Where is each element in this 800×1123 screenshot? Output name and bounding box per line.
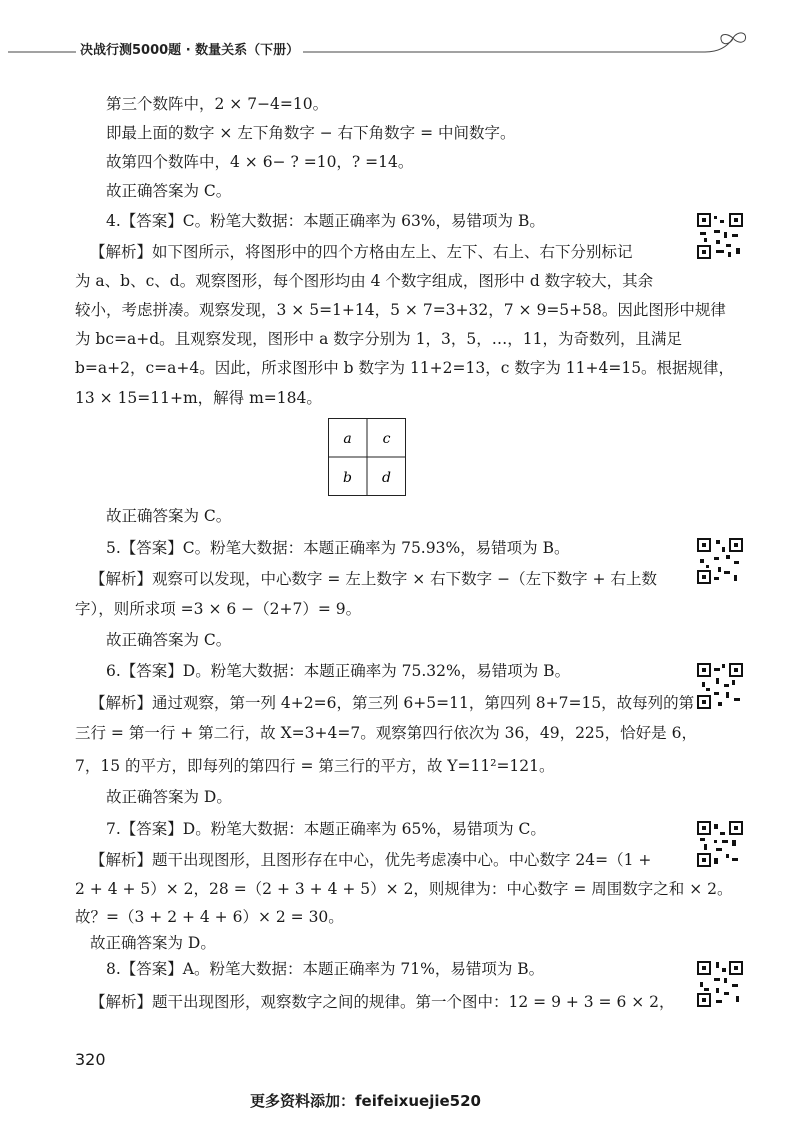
footer-note: 更多资料添加：feifeixuejie520: [250, 1092, 481, 1110]
text-line: 故正确答案为 C。: [106, 182, 232, 200]
qr-code-icon[interactable]: [696, 212, 744, 260]
figure-cell-d: d: [382, 470, 391, 486]
analysis-line: 【解析】通过观察，第一列 4+2=6，第三列 6+5=11，第四列 8+7=15，故每列的第: [90, 694, 695, 712]
text-line: 7，15 的平方，即每列的第四行 = 第三行的平方，故 Y=11²=121。: [75, 757, 555, 775]
analysis-line: 【解析】如下图所示，将图形中的四个方格由左上、左下、右上、右下分别标记: [90, 243, 633, 261]
text-line: 13 × 15=11+m，解得 m=184。: [75, 389, 322, 407]
header-title: 决战行测5000题 · 数量关系（下册）: [76, 42, 303, 60]
analysis-line: 【解析】观察可以发现，中心数字 = 左上数字 × 右下数字 −（左下数字 + 右上数: [90, 570, 657, 588]
text-line: 故正确答案为 D。: [90, 934, 216, 952]
text-line: 为 bc=a+d。且观察发现，图形中 a 数字分别为 1，3，5，…，11，为奇数列，且满足: [75, 330, 682, 348]
answer-line-q7: 7.【答案】D。粉笔大数据：本题正确率为 65%，易错项为 C。: [106, 820, 546, 838]
text-line: 2 + 4 + 5）× 2，28 =（2 + 3 + 4 + 5）× 2，则规律为：中心数字 = 周围数字之和 × 2。: [75, 880, 733, 898]
qr-code-icon[interactable]: [696, 820, 744, 868]
text-line: 三行 = 第一行 + 第二行，故 X=3+4=7。观察第四行依次为 36，49，225，恰好是 6，: [75, 724, 697, 742]
text-line: 字），则所求项 =3 × 6 −（2+7）= 9。: [75, 600, 362, 618]
figure-cell-a: a: [343, 431, 352, 447]
text-line: 为 a、b、c、d。观察图形，每个图形均由 4 个数字组成，图形中 d 数字较大，其余: [75, 272, 654, 290]
text-line: b=a+2，c=a+4。因此，所求图形中 b 数字为 11+2=13，c 数字为 11+4=15。根据规律，: [75, 359, 735, 377]
text-line: 故正确答案为 C。: [106, 631, 232, 649]
text-line: 故？=（3 + 2 + 4 + 6）× 2 = 30。: [75, 908, 344, 926]
figure-cell-c: c: [382, 431, 391, 447]
page-number: 320: [75, 1050, 106, 1069]
qr-code-icon[interactable]: [696, 960, 744, 1008]
qr-code-icon[interactable]: [696, 662, 744, 710]
answer-line-q5: 5.【答案】C。粉笔大数据：本题正确率为 75.93%，易错项为 B。: [106, 539, 570, 557]
figure-cell-b: b: [343, 470, 352, 486]
analysis-line: 【解析】题干出现图形，观察数字之间的规律。第一个图中：12 = 9 + 3 = 6 × 2，: [90, 993, 675, 1011]
text-line: 故第四个数阵中，4 × 6− ? =10，? =14。: [106, 153, 414, 171]
answer-line-q6: 6.【答案】D。粉笔大数据：本题正确率为 75.32%，易错项为 B。: [106, 662, 571, 680]
answer-line-q4: 4.【答案】C。粉笔大数据：本题正确率为 63%，易错项为 B。: [106, 212, 545, 230]
text-line: 即最上面的数字 × 左下角数字 − 右下角数字 = 中间数字。: [106, 124, 516, 142]
qr-code-icon[interactable]: [696, 537, 744, 585]
sprout-leaf-icon: [721, 35, 733, 44]
answer-line-q8: 8.【答案】A。粉笔大数据：本题正确率为 71%，易错项为 B。: [106, 960, 545, 978]
text-line: 较小，考虑拼凑。观察发现，3 × 5=1+14，5 × 7=3+32，7 × 9=5+58。因此图形中规律: [75, 301, 726, 319]
analysis-line: 【解析】题干出现图形，且图形存在中心，优先考虑凑中心。中心数字 24=（1 +: [90, 851, 652, 869]
text-line: 第三个数阵中，2 × 7−4=10。: [106, 95, 329, 113]
text-line: 故正确答案为 D。: [106, 788, 232, 806]
matrix-figure: [328, 418, 406, 496]
text-line: 故正确答案为 C。: [106, 507, 232, 525]
